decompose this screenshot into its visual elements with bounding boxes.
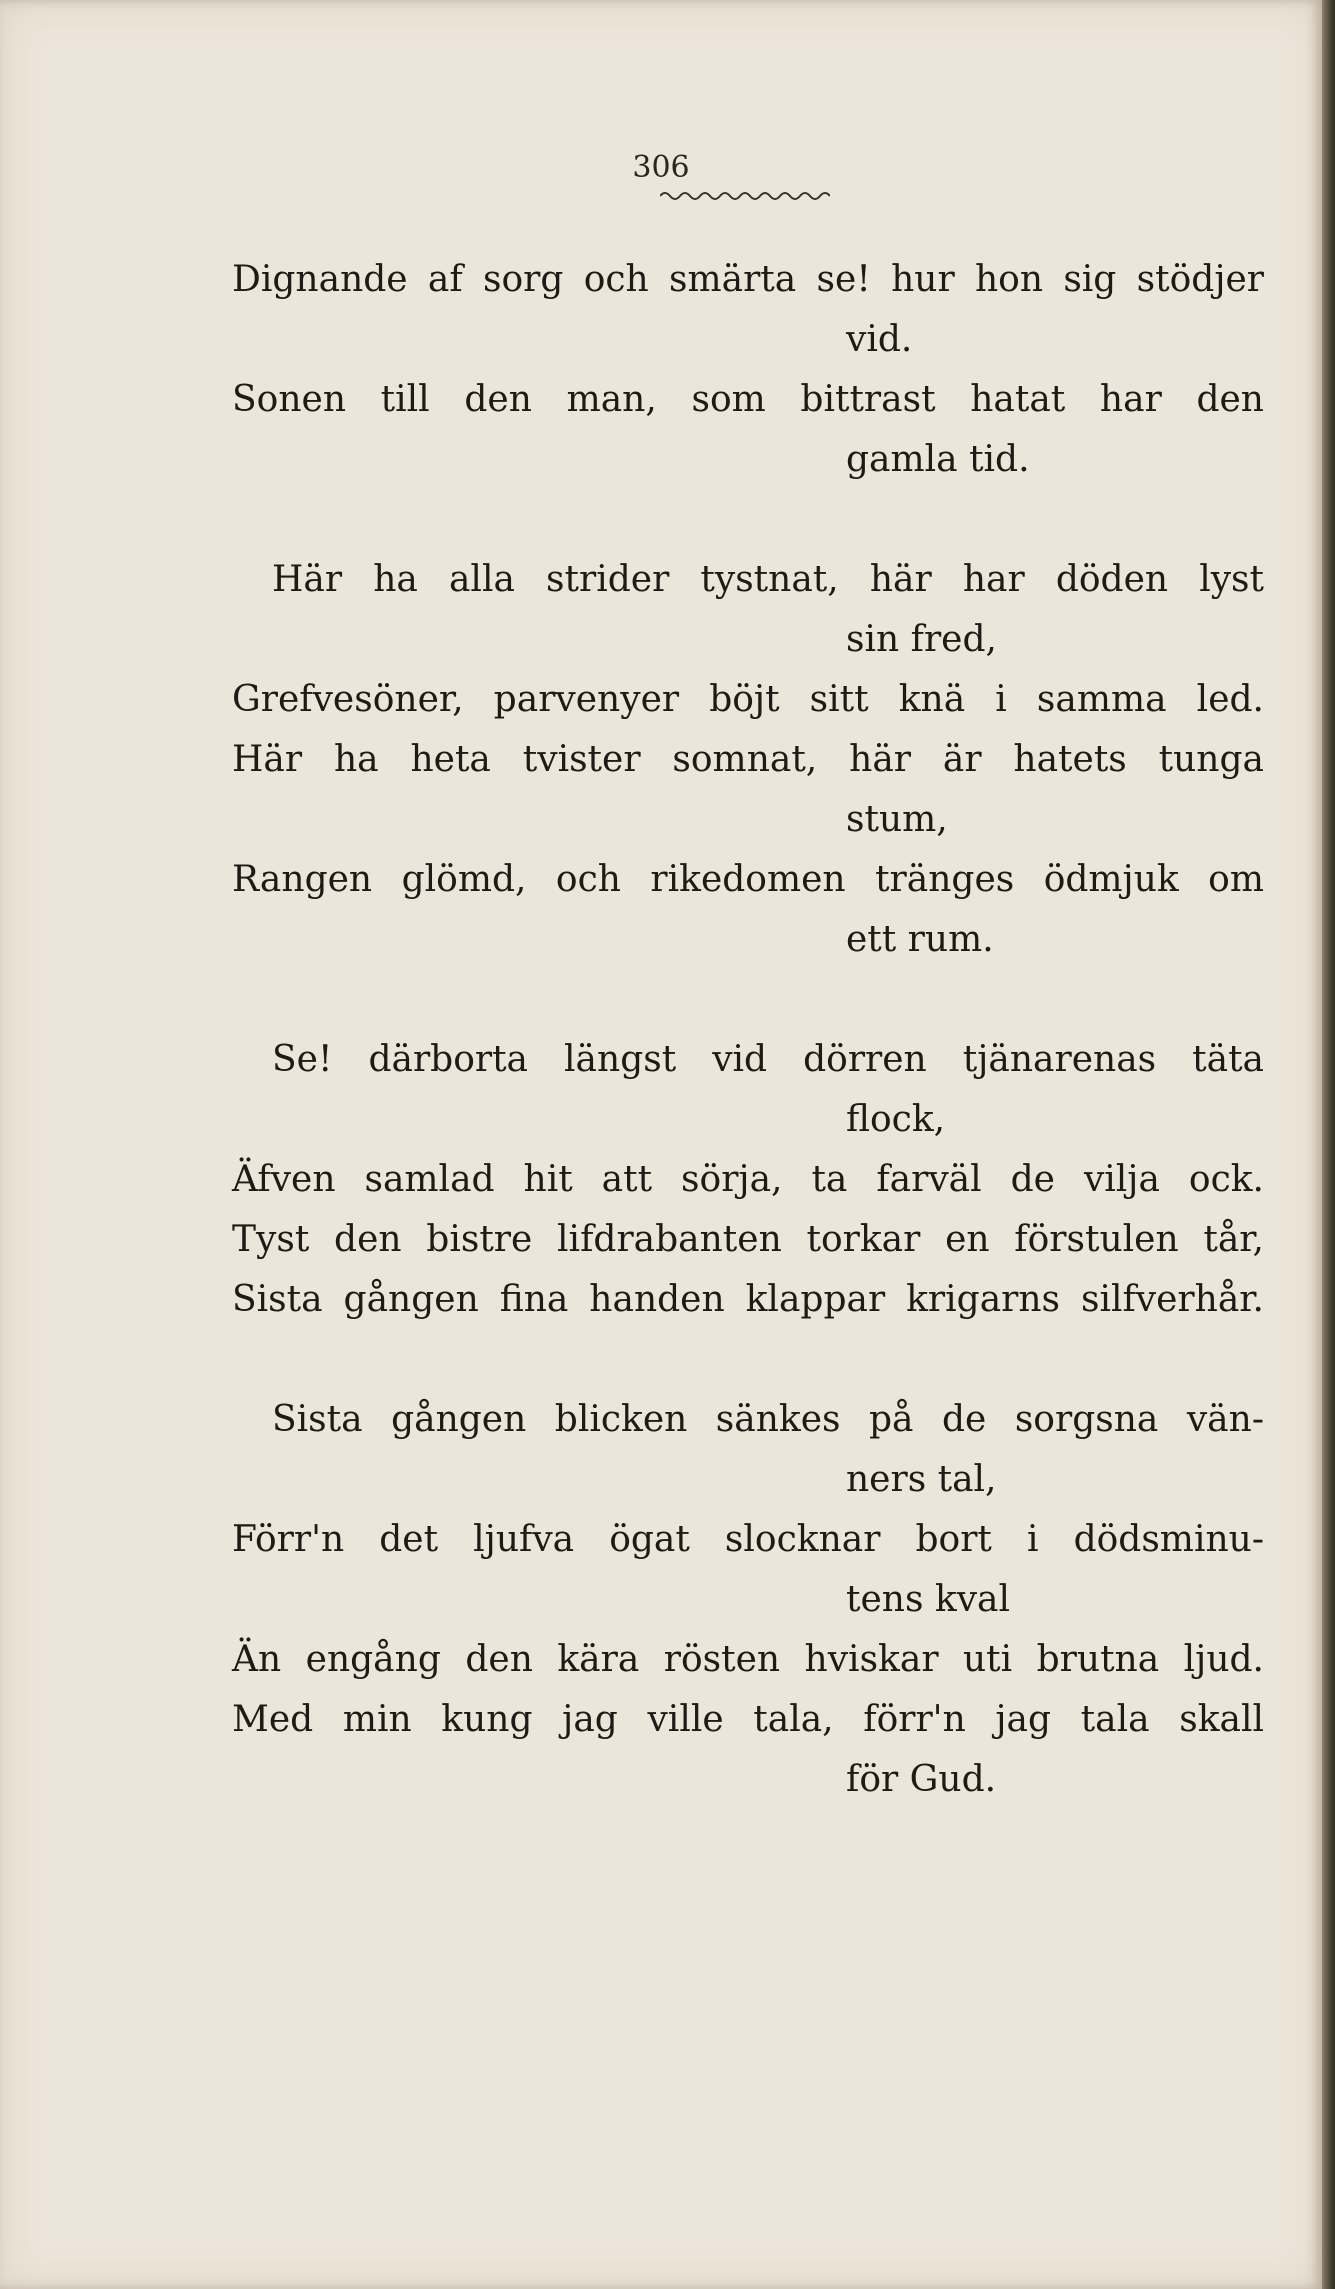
stanza xyxy=(232,550,1264,970)
poem-line: Än engång den kära rösten hviskar uti brutna ljud. xyxy=(232,1639,1264,1680)
poem-line: stum, xyxy=(846,799,948,840)
wavy-rule-ornament xyxy=(660,188,830,204)
poem-line: Dignande af sorg och smärta se! hur hon sig stödjer xyxy=(232,259,1264,300)
poem-line: Sista gången fina handen klappar krigarns silfverhår. xyxy=(232,1279,1264,1320)
poem-line: Här ha alla strider tystnat, här har döden lyst xyxy=(272,559,1264,600)
poem-line: Förr'n det ljufva ögat slocknar bort i dödsminu- xyxy=(232,1519,1264,1560)
poem-line: flock, xyxy=(846,1099,946,1140)
stanza-gap xyxy=(232,970,1264,1030)
poem-line: ners tal, xyxy=(846,1459,997,1500)
stanza xyxy=(232,1390,1264,1810)
page-number: 306 xyxy=(632,150,690,185)
stanza-gap xyxy=(232,1330,1264,1390)
poem-line: sin fred, xyxy=(846,619,997,660)
poem-line: Se! därborta längst vid dörren tjänarenas täta xyxy=(272,1039,1264,1080)
poem-line: Äfven samlad hit att sörja, ta farväl de vilja ock. xyxy=(232,1159,1264,1200)
poem-line: Sonen till den man, som bittrast hatat har den xyxy=(232,379,1264,420)
poem-line: Tyst den bistre lifdrabanten torkar en förstulen tår, xyxy=(232,1219,1264,1260)
poem-line: för Gud. xyxy=(846,1759,997,1800)
poem-line: Sista gången blicken sänkes på de sorgsna vän- xyxy=(272,1399,1264,1440)
stanza-gap xyxy=(232,490,1264,550)
poem-body xyxy=(232,250,1264,1810)
poem-line: Rangen glömd, och rikedomen tränges ödmjuk om xyxy=(232,859,1264,900)
poem-line: Med min kung jag ville tala, förr'n jag tala skall xyxy=(232,1699,1264,1740)
page-edge xyxy=(1322,0,1335,2289)
stanza xyxy=(232,250,1264,490)
stanza xyxy=(232,1030,1264,1330)
poem-line: tens kval xyxy=(846,1579,1011,1620)
poem-line: vid. xyxy=(846,319,913,360)
poem-line: Här ha heta tvister somnat, här är hatets tunga xyxy=(232,739,1264,780)
poem-line: Grefvesöner, parvenyer böjt sitt knä i samma led. xyxy=(232,679,1264,720)
poem-line: gamla tid. xyxy=(846,439,1030,480)
poem-line: ett rum. xyxy=(846,919,994,960)
